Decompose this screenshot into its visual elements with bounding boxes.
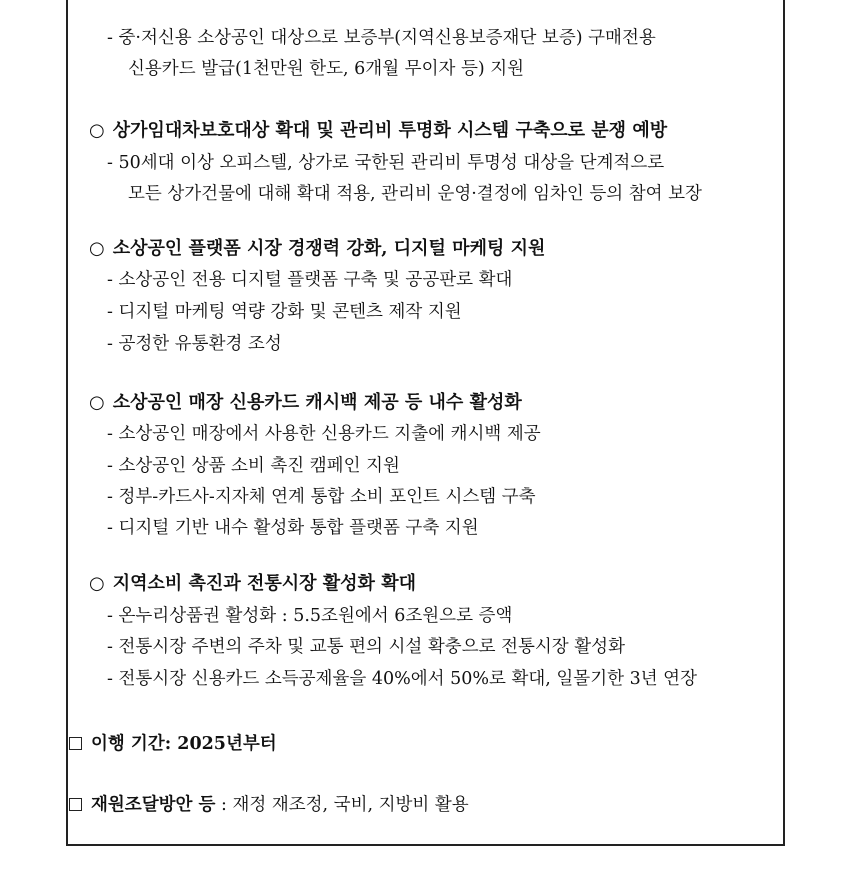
funding-text: : 재정 재조정, 국비, 지방비 활용 xyxy=(215,795,469,815)
list-item: - 온누리상품권 활성화 : 5.5조원에서 6조원으로 증액 xyxy=(107,606,513,626)
list-item: - 50세대 이상 오피스텔, 상가로 국한된 관리비 투명성 대상을 단계적으로 xyxy=(107,153,665,173)
list-item: - 공정한 유통환경 조성 xyxy=(107,334,282,354)
period-label: 이행 기간: 2025년부터 xyxy=(91,734,277,754)
list-item: - 정부-카드사-지자체 연계 통합 소비 포인트 시스템 구축 xyxy=(107,487,536,507)
square-bullet-icon xyxy=(69,737,82,750)
section-heading-cashback xyxy=(89,391,522,415)
list-item: - 전통시장 주변의 주차 및 교통 편의 시설 확충으로 전통시장 활성화 xyxy=(107,637,625,657)
implementation-period xyxy=(69,732,277,756)
section-title: 지역소비 촉진과 전통시장 활성화 확대 xyxy=(112,573,416,594)
list-item: - 전통시장 신용카드 소득공제율을 40%에서 50%로 확대, 일몰기한 3년 연장 xyxy=(107,669,697,689)
section-title: 소상공인 플랫폼 시장 경쟁력 강화, 디지털 마케팅 지원 xyxy=(112,238,546,259)
intro-line-1: - 중·저신용 소상공인 대상으로 보증부(지역신용보증재단 보증) 구매전용 xyxy=(107,28,656,48)
square-bullet-icon xyxy=(69,798,82,811)
circle-bullet-icon: ○ xyxy=(89,120,105,141)
list-item: - 디지털 기반 내수 활성화 통합 플랫폼 구축 지원 xyxy=(107,518,479,538)
intro-line-2: 신용카드 발급(1천만원 한도, 6개월 무이자 등) 지원 xyxy=(128,59,525,79)
list-item: - 소상공인 상품 소비 촉진 캠페인 지원 xyxy=(107,456,400,476)
section-heading-lease xyxy=(89,119,667,143)
funding-label: 재원조달방안 등 xyxy=(91,795,216,815)
circle-bullet-icon: ○ xyxy=(89,573,105,594)
section-heading-local-market xyxy=(89,572,416,596)
section-title: 소상공인 매장 신용카드 캐시백 제공 등 내수 활성화 xyxy=(112,392,522,413)
section-heading-platform xyxy=(89,237,545,261)
list-item: - 디지털 마케팅 역량 강화 및 콘텐츠 제작 지원 xyxy=(107,302,462,322)
funding-plan xyxy=(69,793,469,817)
section-title: 상가임대차보호대상 확대 및 관리비 투명화 시스템 구축으로 분쟁 예방 xyxy=(112,120,668,141)
list-item: - 소상공인 매장에서 사용한 신용카드 지출에 캐시백 제공 xyxy=(107,424,541,444)
circle-bullet-icon: ○ xyxy=(89,392,105,413)
list-item: 모든 상가건물에 대해 확대 적용, 관리비 운영·결정에 임차인 등의 참여 보장 xyxy=(128,184,702,204)
circle-bullet-icon: ○ xyxy=(89,238,105,259)
list-item: - 소상공인 전용 디지털 플랫폼 구축 및 공공판로 확대 xyxy=(107,270,513,290)
